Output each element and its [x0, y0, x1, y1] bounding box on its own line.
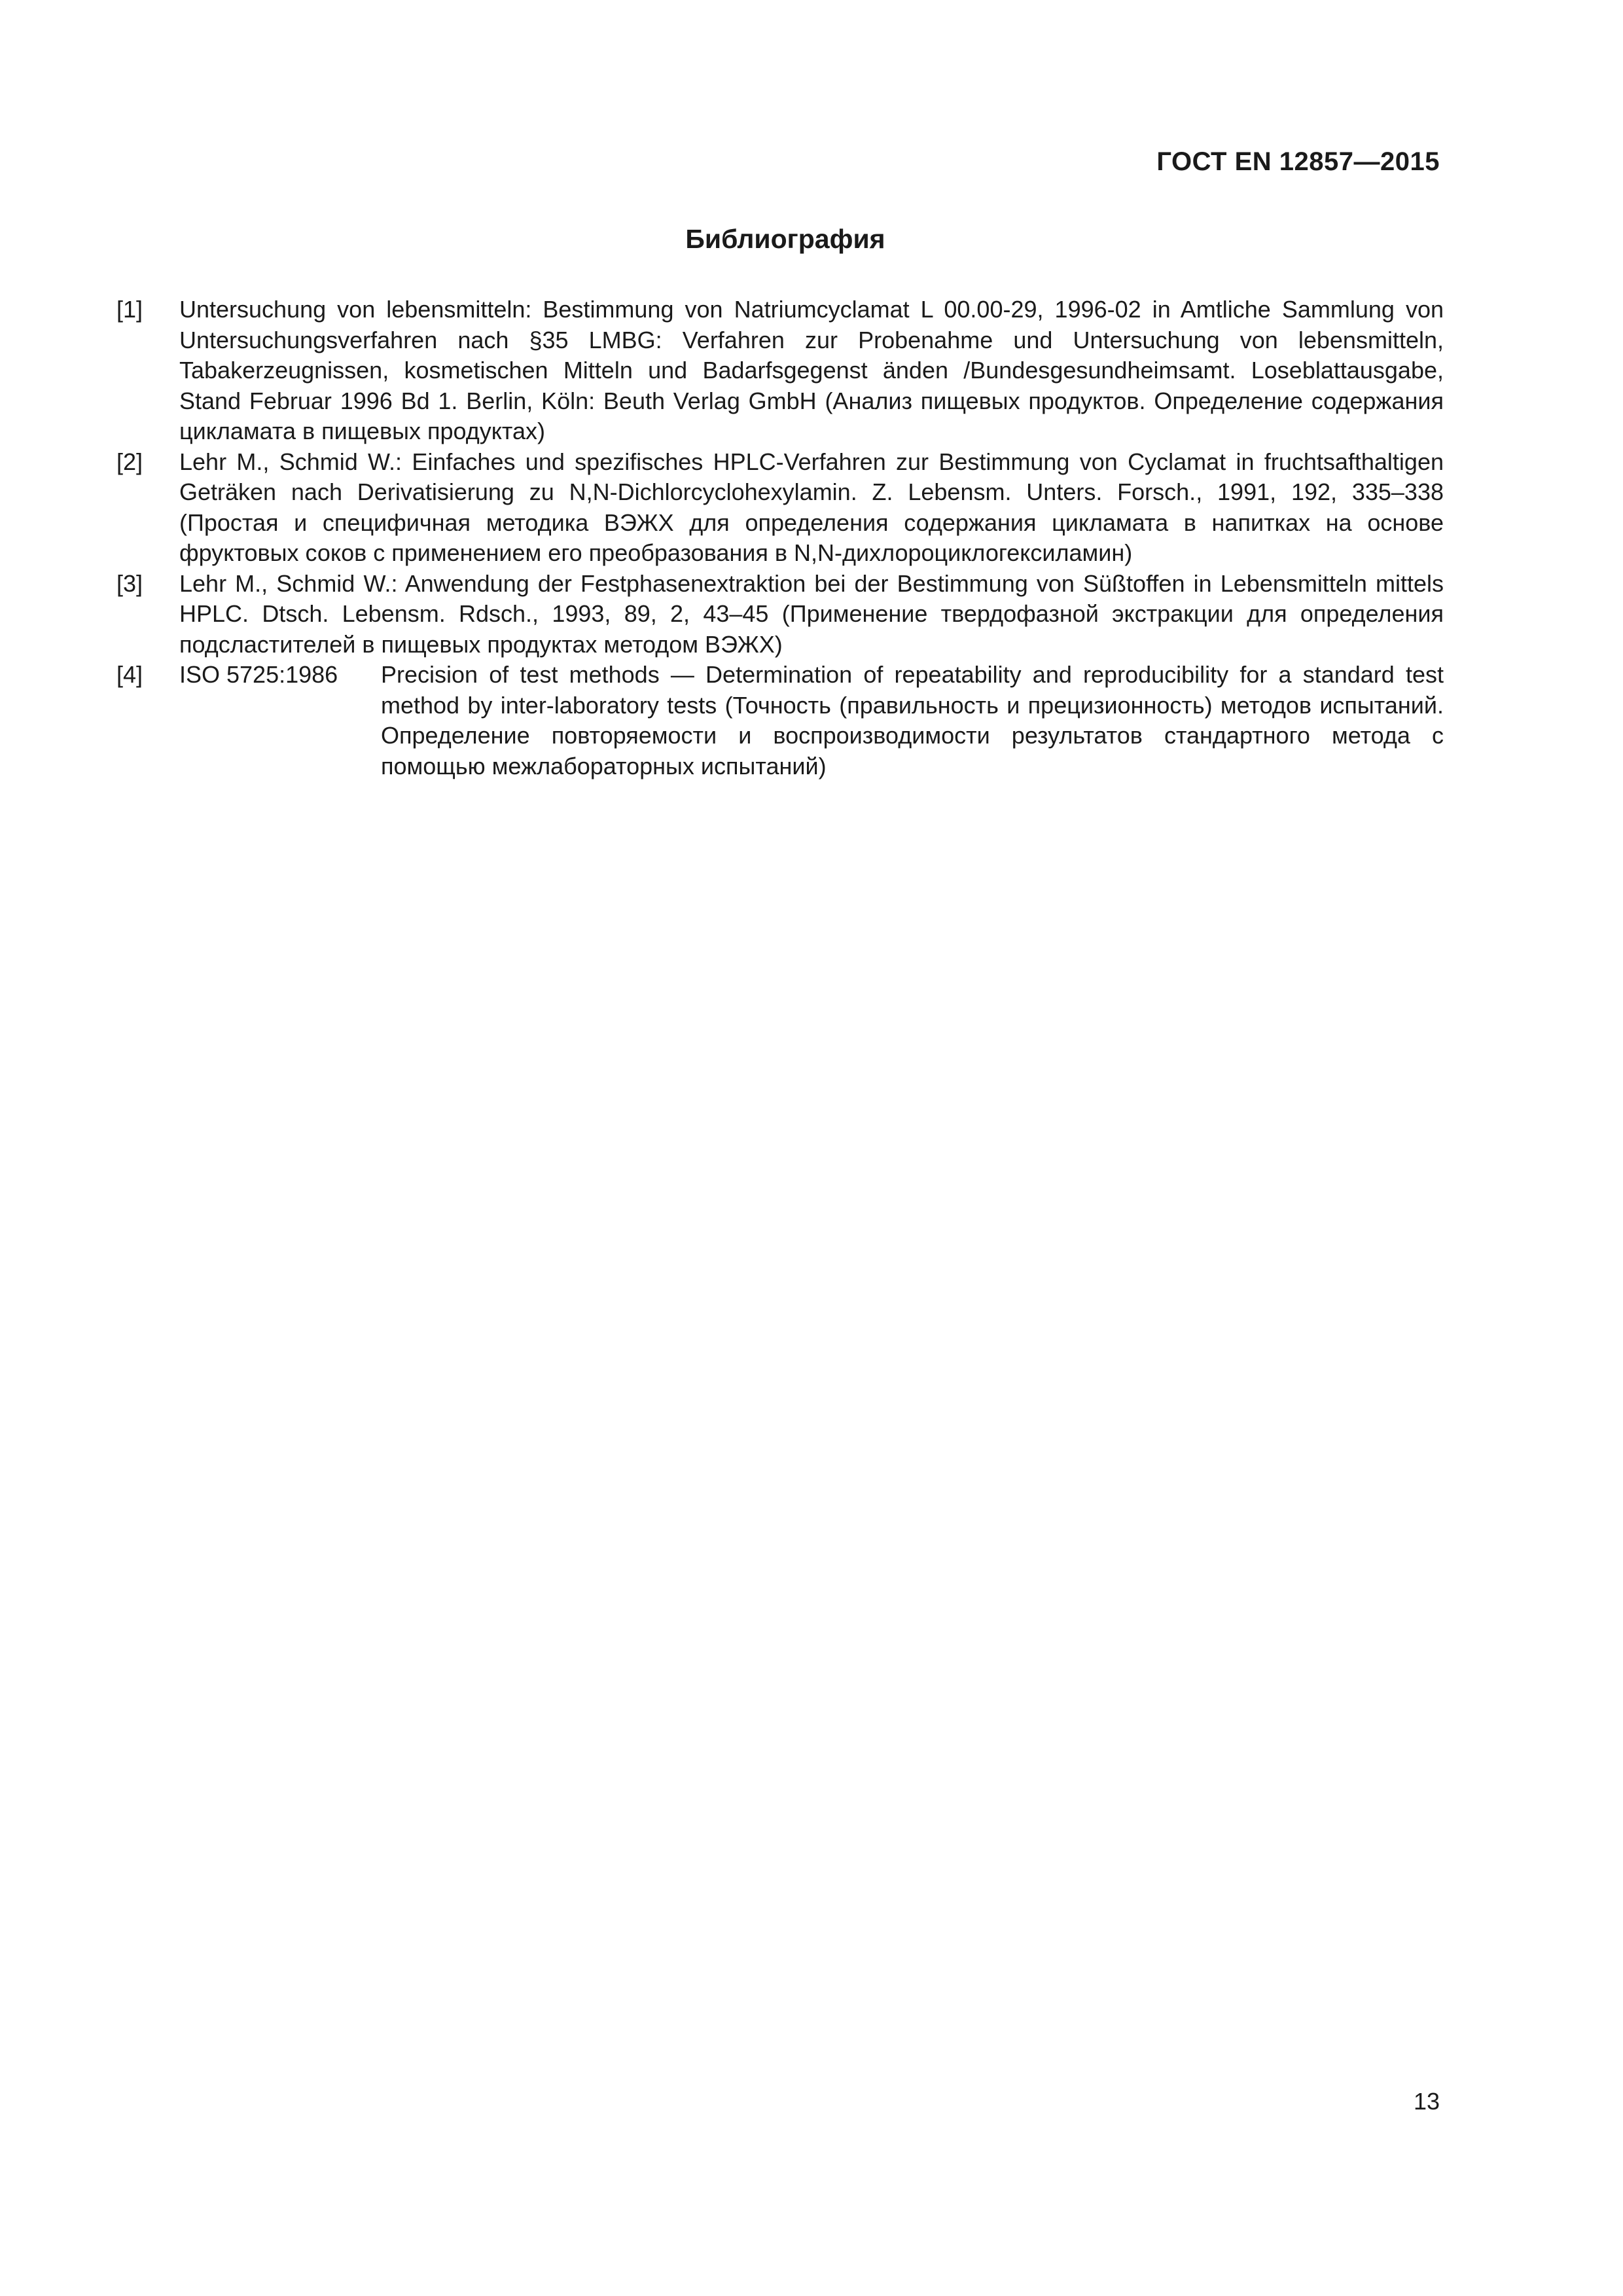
bibliography-entry: [116, 569, 1444, 660]
standard-code: ISO 5725:1986: [179, 661, 338, 688]
entry-text: Untersuchung von lebensmitteln: Bestimmung von Natriumcyclamat L 00.00-29, 1996-02 in Amtliche Sammlung von Untersuchungsverfahren nach §35 LMBG: Verfahren zur Probenahme und Untersuchung von lebensmitteln, Tabakerzeugnissen, kosmetischen Mitteln und Badarfsgegenst änden /Bundesgesundheimsamt. Loseblattausgabe, Stand Februar 1996 Bd 1. Berlin, Köln: Beuth Verlag GmbH (Анализ пищевых продуктов. Определение содержания цикламата в пищевых продуктах): [179, 296, 1444, 444]
bibliography-entry: [116, 660, 1444, 781]
entry-text: Lehr M., Schmid W.: Anwendung der Festphasenextraktion bei der Bestimmung von Süßtoffen in Lebensmitteln mittels HPLC. Dtsch. Lebensm. Rdsch., 1993, 89, 2, 43–45 (Применение твердофазной экстракции для определения подсластителей в пищевых продуктах методом ВЭЖХ): [179, 569, 1444, 658]
document-code: ГОСТ EN 12857—2015: [1156, 147, 1440, 176]
bibliography-entry: [116, 447, 1444, 569]
entry-number: [1]: [116, 296, 143, 323]
bibliography-list: [116, 295, 1444, 781]
entry-text: Lehr M., Schmid W.: Einfaches und spezifisches HPLC-Verfahren zur Bestimmung von Cyclamat in fruchtsafthaltigen Geträken nach Derivatisierung zu N,N-Dichlorcyclohexylamin. Z. Lebensm. Unters. Forsch., 1991, 192, 335–338 (Простая и специфичная методика ВЭЖХ для определения содержания цикламата в напитках на основе фруктовых соков с применением его преобразования в N,N-дихлороциклогексиламин): [179, 448, 1444, 566]
section-title: Библиография: [685, 224, 885, 254]
page-number: 13: [1413, 2088, 1440, 2115]
entry-number: [2]: [116, 448, 143, 475]
entry-text: Precision of test methods — Determination of repeatability and reproducibility for a standard test method by inter-laboratory tests (Точность (правильность и прецизионность) методов испытаний. Определение повторяемости и воспроизводимости результатов стандартного метода с помощью межлабораторных испытаний): [381, 661, 1444, 780]
bibliography-entry: [116, 295, 1444, 447]
entry-number: [3]: [116, 569, 143, 597]
entry-body: [179, 660, 1444, 781]
entry-number: [4]: [116, 661, 143, 688]
